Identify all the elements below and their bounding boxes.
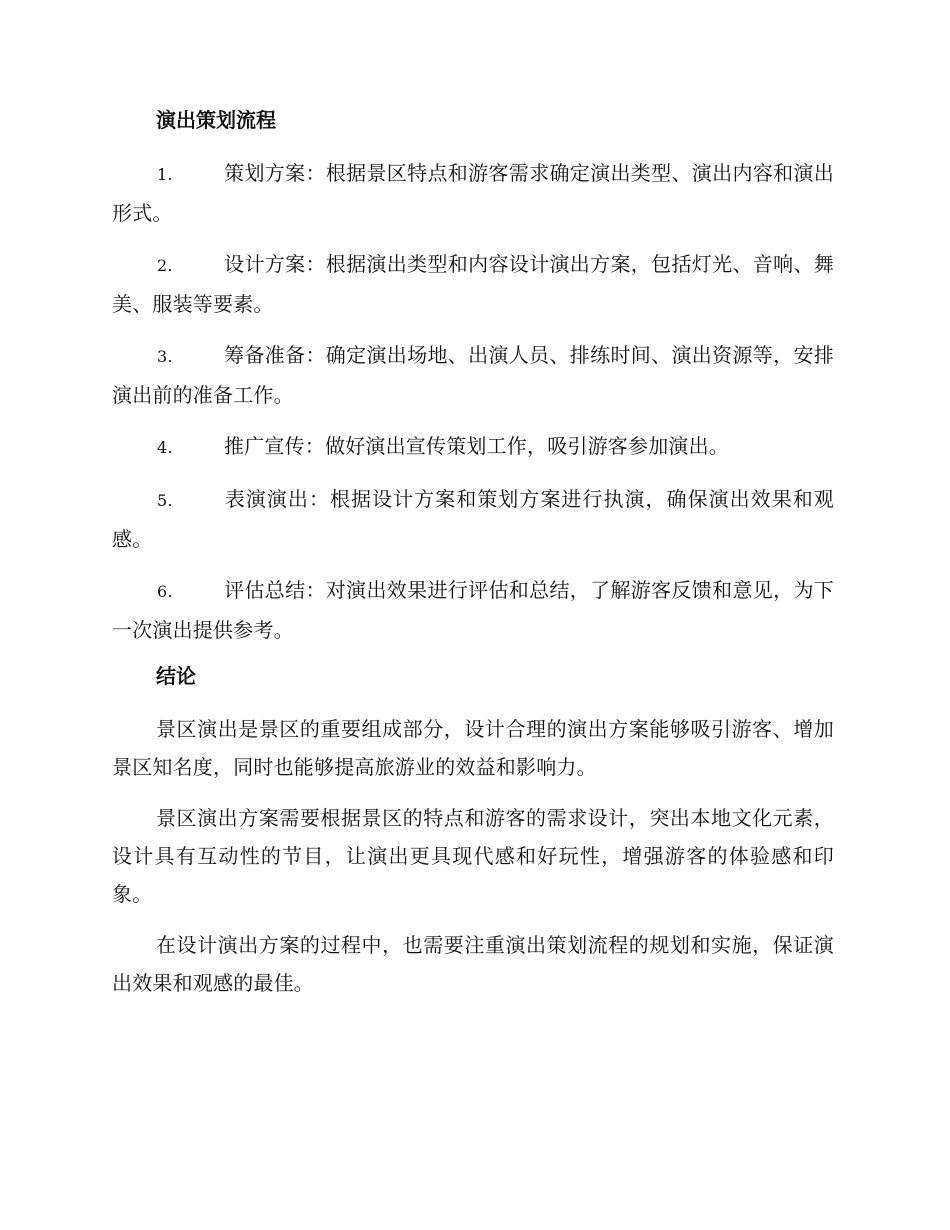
list-item-number: 3.	[157, 347, 173, 366]
list-item	[112, 427, 834, 467]
list-item-text: 策划方案：根据景区特点和游客需求确定演出类型、演出内容和演出形式。	[112, 161, 834, 225]
list-item-text: 筹备准备：确定演出场地、出演人员、排练时间、演出资源等，安排演出前的准备工作。	[112, 343, 834, 407]
list-item-number: 4.	[157, 438, 173, 457]
document-page	[112, 106, 834, 1015]
list-item	[112, 480, 834, 558]
list-item	[112, 154, 834, 232]
list-item-text: 评估总结：对演出效果进行评估和总结，了解游客反馈和意见，为下一次演出提供参考。	[112, 578, 834, 642]
list-item	[112, 245, 834, 323]
list-item	[112, 336, 834, 414]
list-item	[112, 571, 834, 649]
list-item-text: 设计方案：根据演出类型和内容设计演出方案，包括灯光、音响、舞美、服装等要素。	[112, 252, 834, 316]
conclusion-paragraph: 景区演出方案需要根据景区的特点和游客的需求设计，突出本地文化元素，设计具有互动性的节目，让演出更具现代感和好玩性，增强游客的体验感和印象。	[112, 806, 834, 906]
list-item-number: 5.	[157, 491, 173, 510]
list-item-number: 1.	[157, 165, 173, 184]
list-item-number: 2.	[157, 256, 173, 275]
conclusion-paragraph: 景区演出是景区的重要组成部分，设计合理的演出方案能够吸引游客、增加景区知名度，同时也能够提高旅游业的效益和影响力。	[112, 717, 834, 779]
list-item-number: 6.	[157, 582, 173, 601]
list-item-text: 表演演出：根据设计方案和策划方案进行执演，确保演出效果和观感。	[112, 487, 834, 551]
list-item-text: 推广宣传：做好演出宣传策划工作，吸引游客参加演出。	[224, 434, 729, 458]
section-heading-planning-process: 演出策划流程	[156, 108, 276, 132]
section-heading-conclusion: 结论	[156, 664, 196, 688]
conclusion-paragraph: 在设计演出方案的过程中，也需要注重演出策划流程的规划和实施，保证演出效果和观感的最佳。	[112, 933, 834, 995]
